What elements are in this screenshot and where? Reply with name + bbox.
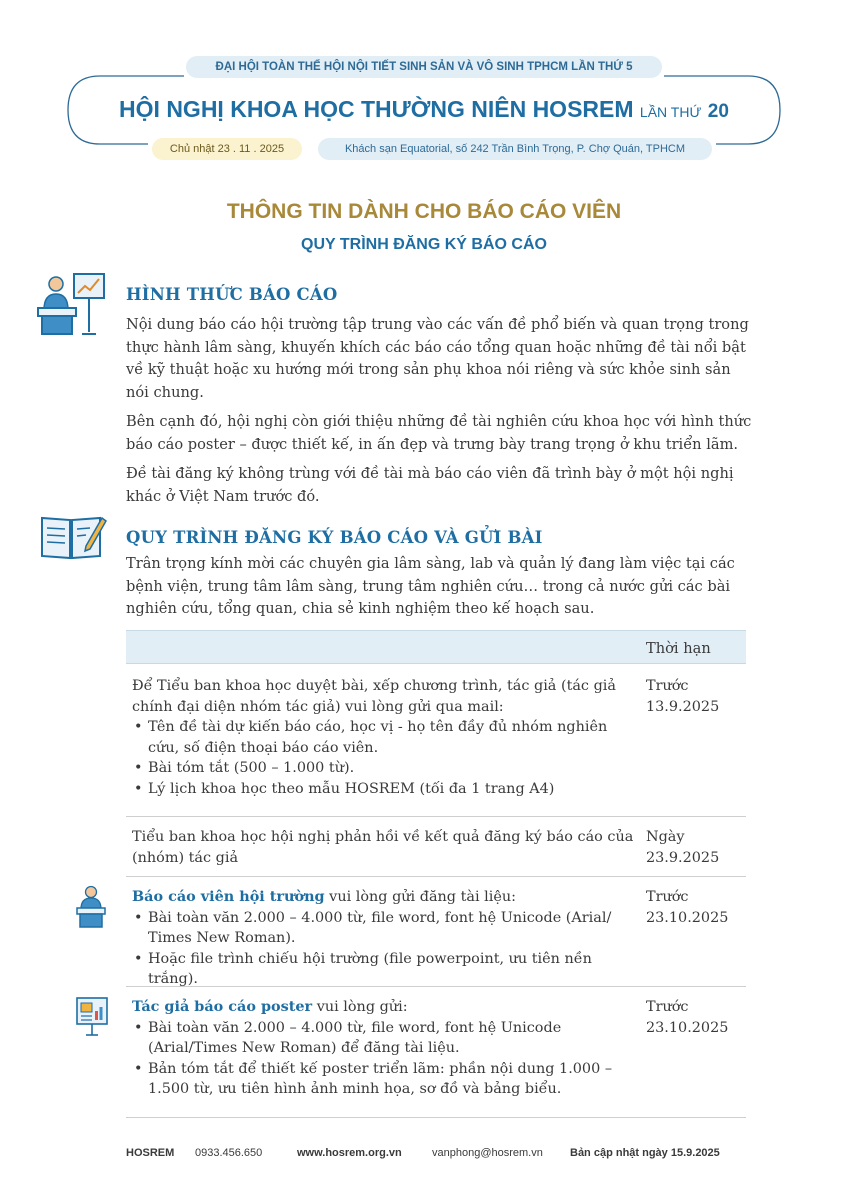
footer-update-date: Bản cập nhật ngày 15.9.2025 [570, 1147, 720, 1159]
row-2-deadline-label: Ngày [646, 829, 685, 845]
row-4-deadline-label: Trước [646, 999, 689, 1015]
row-3-lead: Báo cáo viên hội trường [132, 888, 325, 905]
format-paragraph-1: Nội dung báo cáo hội trường tập trung vào các vấn đề phổ biến và quan trọng trong thực hành lâm sàng, khuyến khích các báo cáo tổng quan hoặc những đề tài nổi bật về kỹ thuật hoặc xu hướng mới trong sản phụ khoa nói riêng và sức khỏe sinh sản nói chung. [126, 316, 749, 401]
footer-org: HOSREM [126, 1147, 175, 1159]
format-heading: HÌNH THỨC BÁO CÁO [126, 285, 338, 304]
process-intro: Trân trọng kính mời các chuyên gia lâm sàng, lab và quản lý đang làm việc tại các bệnh viện, trung tâm lâm sàng, trung tâm nghiên cứu… trong cả nước gửi các bài nghiên cứu, tổng quan, chia sẻ kinh nghiệm theo kế hoạch sau. [126, 555, 735, 617]
conference-title-edition-number: 20 [707, 101, 729, 122]
row-4-text: vui lòng gửi: [312, 999, 408, 1015]
row-1-bullet: • Tên đề tài dự kiến báo cáo, học vị - họ tên đầy đủ nhóm nghiên cứu, số điện thoại báo cáo viên. [132, 717, 638, 758]
table-row [126, 877, 746, 987]
format-paragraph-2: Bên cạnh đó, hội nghị còn giới thiệu những đề tài nghiên cứu khoa học với hình thức báo cáo poster – được thiết kế, in ấn đẹp và trưng bày trang trọng ở khu triển lãm. [126, 413, 752, 453]
row-1-deadline-date: 13.9.2025 [646, 698, 720, 715]
footer-phone: 0933.456.650 [195, 1147, 263, 1159]
row-3-text: vui lòng gửi đăng tài liệu: [324, 889, 516, 905]
row-1-text: Để Tiểu ban khoa học duyệt bài, xếp chương trình, tác giả (tác giả chính đại diện nhóm tác giả) vui lòng gửi qua mail: [132, 678, 616, 715]
row-4-lead: Tác giả báo cáo poster [132, 998, 313, 1015]
table-row [126, 817, 746, 877]
conference-title-edition-label: LẦN THỨ [639, 104, 702, 120]
date-badge: Chủ nhật 23 . 11 . 2025 [152, 138, 302, 160]
row-4-deadline-date: 23.10.2025 [646, 1019, 729, 1036]
row-1-deadline-label: Trước [646, 678, 689, 694]
table-header [126, 630, 746, 664]
presenter-at-podium-icon [36, 270, 108, 338]
table-row [126, 987, 746, 1118]
footer-website-link[interactable]: www.hosrem.org.vn [297, 1147, 402, 1159]
row-1-bullet: • Bài tóm tắt (500 – 1.000 từ). [132, 758, 638, 779]
section-title: THÔNG TIN DÀNH CHO BÁO CÁO VIÊN [226, 200, 622, 223]
row-4-bullet: • Bản tóm tắt để thiết kế poster triển lãm: phần nội dung 1.000 – 1.500 từ, ưu tiên hình ảnh minh họa, sơ đồ và bảng biểu. [132, 1059, 638, 1100]
conference-title [0, 96, 848, 123]
format-paragraph-3: Đề tài đăng ký không trùng với đề tài mà báo cáo viên đã trình bày ở một hội nghị khác ở Việt Nam trước đó. [126, 465, 734, 505]
process-heading: QUY TRÌNH ĐĂNG KÝ BÁO CÁO VÀ GỬI BÀI [126, 528, 543, 547]
conference-title-main: HỘI NGHỊ KHOA HỌC THƯỜNG NIÊN HOSREM [119, 96, 634, 122]
row-1-bullet: • Lý lịch khoa học theo mẫu HOSREM (tối đa 1 trang A4) [132, 779, 638, 800]
footer-email-link[interactable]: vanphong@hosrem.vn [432, 1147, 543, 1159]
table-row [126, 664, 746, 817]
poster-board-icon [74, 995, 110, 1037]
row-3-bullet: • Hoặc file trình chiếu hội trường (file powerpoint, ưu tiên nền trắng). [132, 949, 638, 990]
open-book-pencil-icon [38, 512, 108, 562]
row-2-deadline-date: 23.9.2025 [646, 849, 720, 866]
deadline-column-header: Thời hạn [646, 640, 711, 657]
row-3-bullet: • Bài toàn văn 2.000 – 4.000 từ, file word, font hệ Unicode (Arial/ Times New Roman). [132, 908, 638, 949]
row-4-bullet: • Bài toàn văn 2.000 – 4.000 từ, file word, font hệ Unicode (Arial/Times New Roman) để đăng tài liệu. [132, 1018, 638, 1059]
row-2-text: Tiểu ban khoa học hội nghị phản hồi về kết quả đăng ký báo cáo của (nhóm) tác giả [132, 829, 634, 866]
speaker-podium-icon [76, 885, 106, 929]
section-subtitle: QUY TRÌNH ĐĂNG KÝ BÁO CÁO [301, 236, 547, 253]
venue-badge: Khách sạn Equatorial, số 242 Trần Bình Trọng, P. Chợ Quán, TPHCM [318, 138, 712, 160]
event-line-badge: ĐẠI HỘI TOÀN THỂ HỘI NỘI TIẾT SINH SẢN VÀ VÔ SINH TPHCM LẦN THỨ 5 [186, 56, 662, 78]
row-3-deadline-date: 23.10.2025 [646, 909, 729, 926]
row-3-deadline-label: Trước [646, 889, 689, 905]
